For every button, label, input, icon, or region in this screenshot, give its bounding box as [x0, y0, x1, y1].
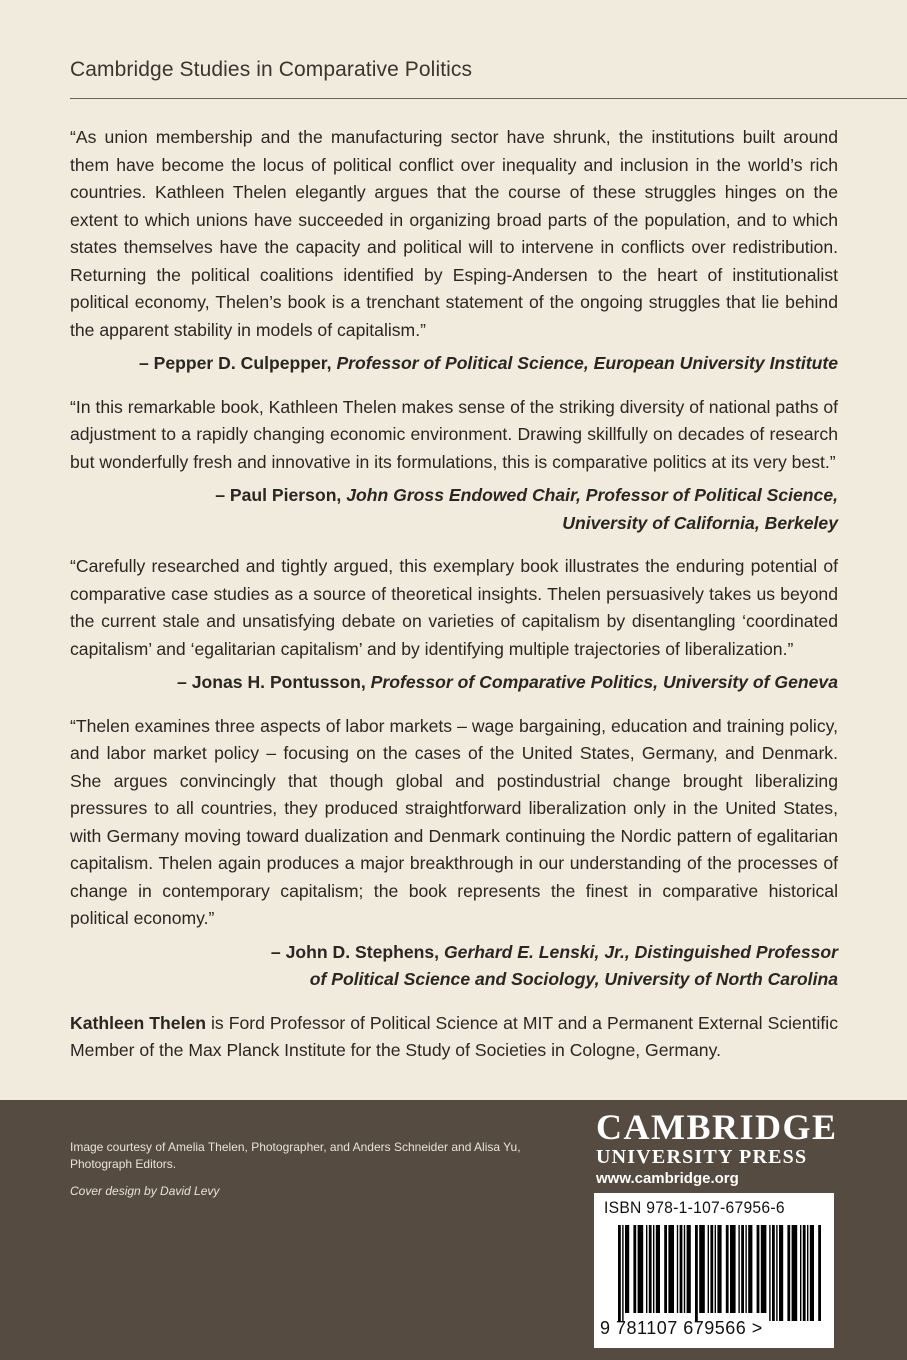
blurb-quote: “Thelen examines three aspects of labor markets – wage bargaining, education and training policy, and labor market policy – focusing on the cases of the United States, Germany, and Denmark. She argues convincingly that though global and postindustrial change brought liberalizing pressures to all countries, they produced straightforward liberalization only in the United States, with Germany moving toward dualization and Denmark continuing the Nordic pattern of egalitarian capitalism. Thelen again produces a major breakthrough in our understanding of the processes of change in contemporary capitalism; the book represents the finest in comparative historical political economy.” — [70, 715, 838, 928]
barcode-bar — [772, 1225, 775, 1321]
barcode-digits: 9 781107 679566 > — [600, 1318, 763, 1338]
barcode-bar — [748, 1225, 752, 1313]
isbn-number: ISBN 978-1-107-67956-6 — [604, 1198, 785, 1217]
barcode-bar — [646, 1225, 647, 1313]
barcode-bar — [779, 1225, 783, 1321]
barcode-bar — [710, 1225, 713, 1313]
barcode-bar — [684, 1225, 685, 1313]
barcode-bar — [741, 1225, 744, 1313]
barcode-bar — [622, 1225, 623, 1321]
barcode-icon — [616, 1225, 826, 1325]
blurb-quote: “Carefully researched and tightly argued, this exemplary book illustrates the enduring potential of comparative case studies as a source of theoretical insights. Thelen persuasively takes us beyond the current stale and unsatisfying debate on varieties of capitalism by disentangling ‘coordinated capitalism’ and ‘egalitarian capitalism’ and by identifying multiple trajectories of liberalization.” — [70, 556, 838, 659]
blurb-quote: “In this remarkable book, Kathleen Thelen makes sense of the striking diversity of national paths of adjustment to a rapidly changing economic environment. Drawing skillfully on decades of research but wonderfully fresh and innovative in its formulations, this is comparative politics at its very best.” — [70, 396, 838, 472]
barcode-bar — [649, 1225, 652, 1313]
barcode-bar — [807, 1225, 808, 1321]
barcode-bar — [668, 1225, 674, 1313]
barcode-bar — [730, 1225, 736, 1313]
barcode-bar — [618, 1225, 621, 1321]
attribution-title: Professor of Political Science, European University Institute — [336, 353, 838, 373]
series-title: Cambridge Studies in Comparative Politics — [70, 58, 473, 81]
barcode-bar — [792, 1225, 798, 1321]
barcode-bar — [699, 1225, 705, 1313]
barcode-bar — [787, 1225, 790, 1321]
barcode-bar — [680, 1225, 683, 1313]
blurb-attribution — [70, 482, 838, 537]
barcode-bar — [761, 1225, 767, 1313]
author-bio-text: is Ford Professor of Political Science at MIT and a Permanent External Scientific Member of the Max Planck Institute for the Study of Societies in Cologne, Germany. — [70, 1012, 838, 1060]
barcode-bar — [776, 1225, 777, 1321]
attribution-title: Gerhard E. Lenski, Jr., Distinguished Professor — [443, 941, 838, 962]
barcode-bar — [818, 1225, 821, 1321]
barcode-bar — [664, 1225, 667, 1313]
attribution-title-line2: of Political Science and Sociology, University of North Carolina — [309, 969, 838, 989]
publisher-logo — [596, 1107, 838, 1187]
barcode-bar — [708, 1225, 709, 1313]
barcode-bar — [633, 1225, 636, 1313]
author-bio — [70, 1010, 838, 1065]
barcode-bar — [738, 1225, 739, 1313]
barcode-bar — [695, 1225, 698, 1321]
barcode-bar — [625, 1225, 629, 1313]
publisher-subname: UNIVERSITY PRESS — [596, 1146, 808, 1168]
barcode-bar — [800, 1225, 801, 1321]
publisher-url: www.cambridge.org — [596, 1170, 739, 1187]
series-rule — [70, 98, 907, 99]
blurbs-section — [70, 124, 838, 1065]
attribution-title-line2: University of California, Berkeley — [562, 512, 838, 533]
author-name: Kathleen Thelen — [70, 1012, 207, 1033]
attribution-name: – Jonas H. Pontusson, — [177, 672, 366, 692]
barcode-bar — [726, 1225, 729, 1313]
barcode-bar — [745, 1225, 746, 1313]
barcode-bar — [803, 1225, 806, 1321]
barcode-bar — [656, 1225, 660, 1313]
barcode-bar — [638, 1225, 644, 1313]
barcode-bar — [810, 1225, 814, 1321]
blurb-attribution — [70, 350, 838, 378]
image-credit: Image courtesy of Amelia Thelen, Photographer, and Anders Schneider and Alisa Yu, Photograph Editors. — [70, 1140, 521, 1171]
attribution-name: – John D. Stephens, — [270, 941, 440, 962]
barcode-bar — [717, 1225, 721, 1313]
blurb-quote: “As union membership and the manufacturing sector have shrunk, the institutions built around them have become the locus of political conflict over inequality and inclusion in the world’s rich countries. Kathleen Thelen elegantly argues that the course of these struggles hinges on the extent to which unions have succeeded in organizing broad parts of the population, and to which states themselves have the capacity and political will to intervene in conflicts over redistribution. Returning the political coalitions identified by Esping-Andersen to the heart of institutionalist political economy, Thelen’s book is a trenchant statement of the ongoing struggles that lie behind the apparent stability in models of capitalism.” — [70, 127, 838, 340]
isbn-barcode-box — [594, 1193, 834, 1348]
barcode-bar — [769, 1225, 770, 1321]
blurb-attribution — [70, 939, 838, 994]
attribution-name: – Paul Pierson, — [215, 485, 342, 505]
barcode-bar — [677, 1225, 678, 1313]
barcode-bar — [757, 1225, 760, 1313]
publisher-name: CAMBRIDGE — [596, 1107, 838, 1147]
attribution-name: – Pepper D. Culpepper, — [138, 353, 332, 373]
cover-design-credit: Cover design by David Levy — [70, 1184, 220, 1198]
attribution-title: John Gross Endowed Chair, Professor of Political Science, — [346, 485, 838, 505]
barcode-bar — [687, 1225, 691, 1313]
attribution-title: Professor of Comparative Politics, University of Geneva — [370, 672, 838, 692]
barcode-bar — [715, 1225, 716, 1313]
blurb-attribution — [70, 669, 838, 697]
barcode-bar — [653, 1225, 654, 1313]
